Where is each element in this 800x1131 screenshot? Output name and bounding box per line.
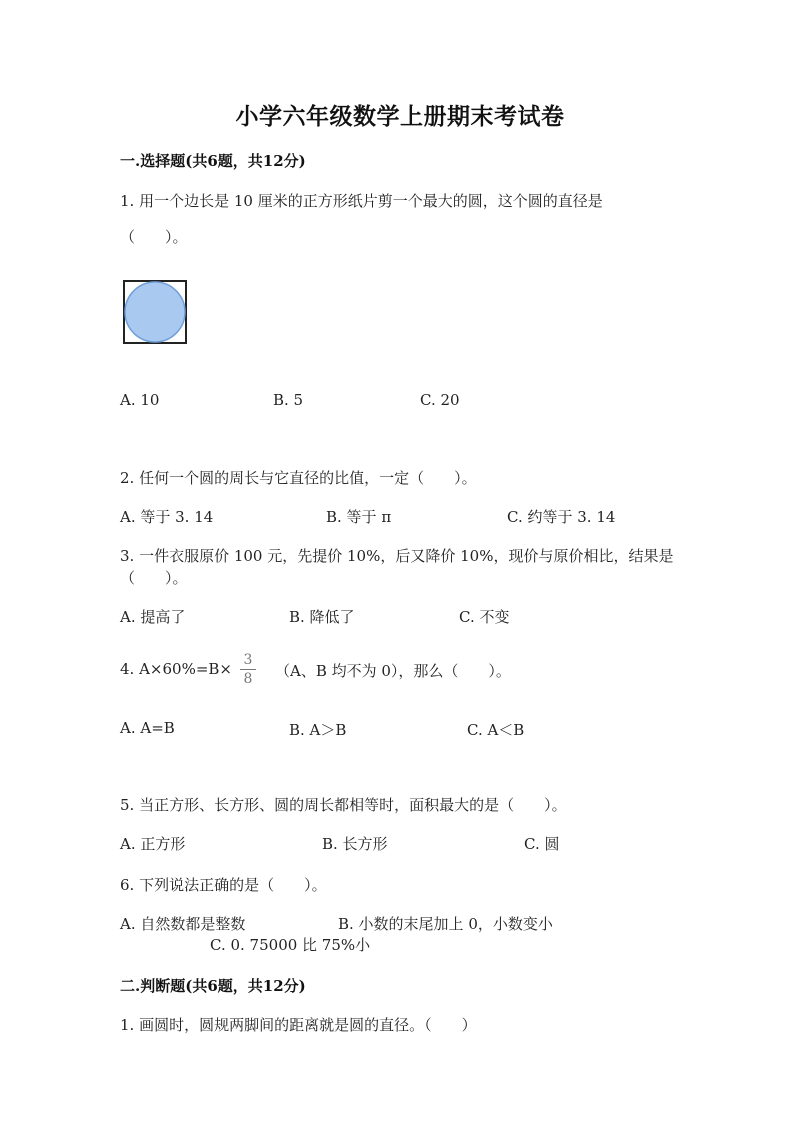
fraction-numerator: 3 [243, 652, 253, 668]
question-4-text-end: （A、B 均不为 0），那么（ ）。 [275, 662, 511, 680]
fraction-bar [240, 669, 256, 670]
question-5-option-c[interactable]: C. 圆 [524, 835, 560, 853]
question-5-text: 5. 当正方形、长方形、圆的周长都相等时，面积最大的是（ ）。 [120, 796, 567, 814]
page-title: 小学六年级数学上册期末考试卷 [235, 103, 565, 130]
question-1-option-a[interactable]: A. 10 [120, 391, 160, 409]
question-2-option-b[interactable]: B. 等于 π [326, 508, 392, 526]
question-3-text: 3. 一件衣服原价 100 元，先提价 10%，后又降价 10%，现价与原价相比，结果是 [120, 547, 674, 565]
section-heading-judge: 二.判断题(共6题，共12分) [120, 977, 306, 995]
question-5-option-b[interactable]: B. 长方形 [322, 835, 388, 853]
question-1-option-c[interactable]: C. 20 [420, 391, 460, 409]
question-3-option-b[interactable]: B. 降低了 [289, 608, 355, 626]
fraction-three-eighths [238, 652, 258, 687]
question-1-blank: （ ）。 [120, 228, 188, 246]
question-1-text: 1. 用一个边长是 10 厘米的正方形纸片剪一个最大的圆，这个圆的直径是 [120, 192, 603, 210]
question-2-text: 2. 任何一个圆的周长与它直径的比值，一定（ ）。 [120, 469, 477, 487]
question-4-option-c[interactable]: C. A＜B [467, 721, 525, 739]
question-6-option-b[interactable]: B. 小数的末尾加上 0，小数变小 [338, 915, 553, 933]
question-4-option-a[interactable]: A. A=B [120, 719, 175, 737]
question-6-text: 6. 下列说法正确的是（ ）。 [120, 876, 327, 894]
question-5-option-a[interactable]: A. 正方形 [120, 835, 186, 853]
section-heading-choice: 一.选择题(共6题，共12分) [120, 152, 306, 170]
question-4-text-start: 4. A×60%=B× [120, 660, 232, 678]
fraction-denominator: 8 [243, 671, 253, 687]
question-2-option-a[interactable]: A. 等于 3. 14 [120, 508, 214, 526]
question-6-option-a[interactable]: A. 自然数都是整数 [120, 915, 246, 933]
judge-1-text: 1. 画圆时，圆规两脚间的距离就是圆的直径。（ ） [120, 1016, 477, 1034]
question-3-option-c[interactable]: C. 不变 [459, 608, 510, 626]
square-with-circle-figure [123, 280, 187, 344]
question-3-option-a[interactable]: A. 提高了 [120, 608, 186, 626]
question-6-option-c[interactable]: C. 0. 75000 比 75%小 [210, 936, 371, 954]
question-4-option-b[interactable]: B. A＞B [289, 721, 347, 739]
question-1-option-b[interactable]: B. 5 [273, 391, 304, 409]
question-2-option-c[interactable]: C. 约等于 3. 14 [507, 508, 616, 526]
question-3-blank: （ ）。 [120, 569, 188, 587]
